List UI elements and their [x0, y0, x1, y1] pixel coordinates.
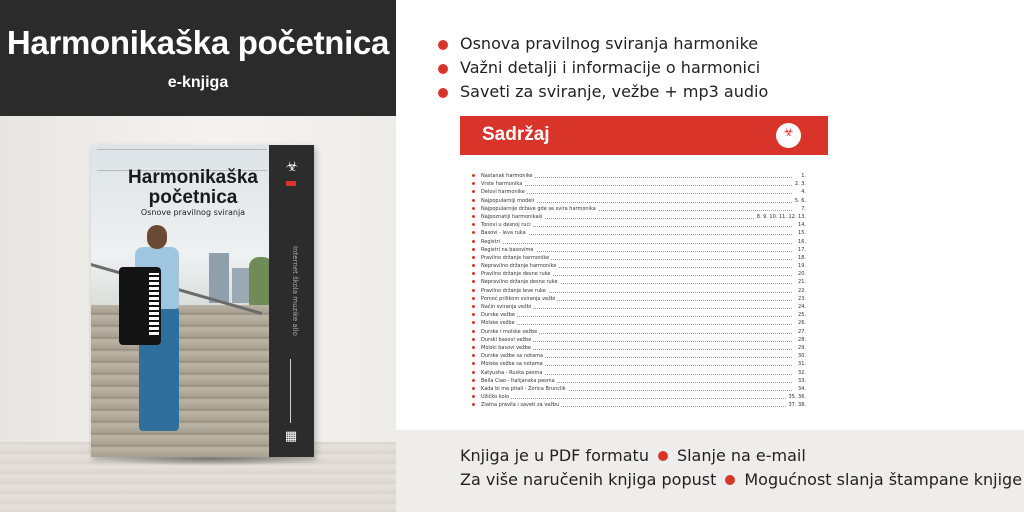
- bullet-icon: [472, 280, 475, 283]
- toc-item-page: 22.: [798, 287, 806, 294]
- toc-row: [472, 197, 806, 205]
- toc-item-page: 32.: [798, 369, 806, 376]
- bullet-icon: [472, 395, 475, 398]
- bullet-icon: [472, 248, 475, 251]
- spine-accent: [286, 181, 296, 186]
- info-text: Knjiga je u PDF formatu: [460, 446, 649, 465]
- bullet-icon: [472, 182, 475, 185]
- feature-text: Osnova pravilnog sviranja harmonike: [460, 34, 759, 53]
- toc-row: [472, 393, 806, 401]
- bullet-icon: [472, 313, 475, 316]
- toc-row: [472, 278, 806, 286]
- toc-item-page: 27.: [798, 328, 806, 335]
- bullet-icon: [472, 199, 475, 202]
- toc-item-page: 34.: [798, 385, 806, 392]
- bullet-icon: [472, 264, 475, 267]
- dot-leader: [481, 193, 792, 194]
- toc-row: [472, 254, 806, 262]
- toc-row: [472, 369, 806, 377]
- bullet-icon: [472, 174, 475, 177]
- toc-row: [472, 262, 806, 270]
- accordionist-head: [147, 225, 167, 249]
- toc-item-title: Durski basovi vežbe: [481, 336, 532, 343]
- toc-item-page: 29.: [798, 344, 806, 351]
- toc-row: [472, 221, 806, 229]
- toc-row: [472, 336, 806, 344]
- table-of-contents: [460, 116, 828, 426]
- dot-leader: [481, 316, 792, 317]
- toc-logo: [776, 123, 801, 148]
- toc-header: [460, 116, 828, 155]
- bullet-icon: [472, 371, 475, 374]
- toc-item-title: Zlatna pravila i saveti za vežbu: [481, 402, 560, 409]
- toc-row: [472, 172, 806, 180]
- toc-row: [472, 287, 806, 295]
- toc-item-title: Registri: [481, 238, 500, 245]
- bullet-icon: [472, 223, 475, 226]
- accordion-keys: [149, 273, 159, 335]
- bullet-icon: [472, 297, 475, 300]
- toc-item-title: Molski basovi vežbe: [481, 344, 531, 351]
- toc-item-page: 14.: [798, 222, 806, 229]
- toc-item-title: Najpopularnije države gde se svira harmonika: [481, 205, 596, 212]
- bullet-icon: [472, 256, 475, 259]
- toc-item-title: Vrste harmonika: [481, 181, 523, 188]
- info-text: Slanje na e-mail: [676, 446, 806, 465]
- bullet-icon: [472, 321, 475, 324]
- toc-item-title: Delovi harmonike: [481, 189, 525, 196]
- book-cover: [91, 145, 269, 457]
- title-banner: [0, 0, 396, 116]
- toc-item-title: Kada bi me pitali - Zorica Brunclik: [481, 385, 566, 392]
- dot-leader: [481, 324, 792, 325]
- bullet-icon: [725, 475, 735, 485]
- toc-item-page: 16.: [798, 238, 806, 245]
- bullet-icon: [472, 240, 475, 243]
- toc-item-title: Katyusha - Ruska pesma: [481, 369, 543, 376]
- dot-leader: [481, 185, 792, 186]
- toc-item-page: 30.: [798, 353, 806, 360]
- book-spine: [269, 145, 314, 457]
- toc-item-title: Tonovi u desnoj ruci: [481, 222, 531, 229]
- toc-row: [472, 213, 806, 221]
- bullet-icon: [472, 305, 475, 308]
- toc-row: [472, 188, 806, 196]
- toc-item-page: 2. 3.: [794, 181, 806, 188]
- toc-item-page: 31.: [798, 361, 806, 368]
- info-text: Za više naručenih knjiga popust: [460, 470, 717, 489]
- dot-leader: [481, 243, 792, 244]
- feature-text: Saveti za sviranje, vežbe + mp3 audio: [460, 82, 769, 101]
- left-panel: [0, 0, 396, 512]
- toc-item-title: Molske vežbe: [481, 320, 515, 327]
- toc-row: [472, 352, 806, 360]
- bullet-icon: [472, 379, 475, 382]
- toc-row: [472, 385, 806, 393]
- toc-item-page: 20.: [798, 271, 806, 278]
- toc-row: [472, 311, 806, 319]
- toc-row: [472, 295, 806, 303]
- toc-list: [472, 172, 806, 409]
- toc-item-title: Način sviranja vežbi: [481, 304, 532, 310]
- toc-item-page: 35. 36.: [788, 394, 806, 401]
- toc-row: [472, 270, 806, 278]
- bullet-icon: [472, 289, 475, 292]
- toc-item-page: 18.: [798, 254, 806, 261]
- cover-title-line2: početnica: [148, 187, 238, 208]
- bullet-icon: [472, 231, 475, 234]
- dot-leader: [481, 398, 792, 399]
- toc-item-title: Nepravilno držanje harmonike: [481, 263, 557, 270]
- bullet-icon: [472, 387, 475, 390]
- toc-item-title: Pravilno držanje desne ruke: [481, 271, 551, 278]
- bullet-icon: [472, 272, 475, 275]
- bullet-icon: [472, 207, 475, 210]
- toc-item-page: 15.: [798, 230, 806, 237]
- toc-item-page: 23.: [798, 295, 806, 302]
- toc-item-title: Bella Ciao - Italijanska pesma: [481, 377, 555, 384]
- toc-row: [472, 303, 806, 311]
- publisher-mark-icon: ▦: [284, 429, 298, 444]
- bullet-icon: [472, 215, 475, 218]
- toc-item-page: 8. 9. 10. 11. 12. 13.: [756, 213, 806, 220]
- toc-item-title: Molske vežbe sa notama: [481, 361, 543, 368]
- toc-row: [472, 246, 806, 254]
- toc-row: [472, 238, 806, 246]
- bullet-icon: [472, 190, 475, 193]
- toc-item-title: Nepravilno držanje desne ruke: [481, 279, 558, 286]
- toc-item-page: 1.: [801, 173, 806, 179]
- toc-row: [472, 377, 806, 385]
- bullet-icon: [472, 403, 475, 406]
- toc-row: [472, 360, 806, 368]
- info-footer: [396, 430, 1024, 512]
- toc-item-title: Nastanak harmonike: [481, 173, 533, 179]
- toc-row: [472, 344, 806, 352]
- bullet-icon: [472, 354, 475, 357]
- toc-item-title: Pomoć prilikom sviranja vežbi: [481, 295, 556, 302]
- cover-title-line1: Harmonikaška: [128, 167, 258, 188]
- bullet-icon: [438, 88, 448, 98]
- toc-item-title: Durske vežbe sa notama: [481, 353, 544, 360]
- info-line-1: [460, 446, 806, 465]
- toc-row: [472, 180, 806, 188]
- school-logo-icon: ☣: [285, 159, 299, 175]
- info-line-2: [460, 470, 1022, 489]
- toc-item-title: Najpopularniji modeli: [481, 197, 535, 204]
- book-mockup: [91, 145, 314, 457]
- bullet-icon: [472, 338, 475, 341]
- toc-row: [472, 319, 806, 327]
- toc-item-page: 19.: [798, 263, 806, 270]
- building-image: [209, 253, 229, 303]
- toc-item-title: Užičko kolo: [481, 394, 510, 401]
- toc-item-page: 24.: [798, 304, 806, 310]
- trees-image: [249, 257, 269, 309]
- bullet-icon: [438, 64, 448, 74]
- toc-item-title: Durske vežbe: [481, 312, 515, 319]
- spine-label: [291, 235, 299, 355]
- toc-item-page: 26.: [798, 320, 806, 327]
- bullet-icon: [658, 451, 668, 461]
- toc-item-title: Najpoznatiji harmonikaši: [481, 213, 543, 220]
- toc-row: [472, 229, 806, 237]
- toc-item-page: 37. 38.: [788, 402, 806, 409]
- toc-item-page: 17.: [798, 246, 806, 253]
- toc-item-title: Pravilno držanje leve ruke: [481, 287, 546, 294]
- spine-divider: [290, 359, 291, 423]
- toc-item-page: 33.: [798, 377, 806, 384]
- bullet-icon: [472, 362, 475, 365]
- bullet-icon: [472, 346, 475, 349]
- page-subtitle: e-knjiga: [167, 74, 229, 91]
- stairs-image: [91, 305, 269, 457]
- toc-item-page: 21.: [798, 279, 806, 286]
- cover-subtitle: Osnove pravilnog sviranja: [140, 208, 246, 217]
- toc-row: [472, 401, 806, 409]
- toc-row: [472, 205, 806, 213]
- toc-item-title: Pravilno držanje harmonike: [481, 254, 550, 261]
- toc-item-title: Registri na basovime: [481, 246, 534, 253]
- cover-title: [118, 168, 268, 208]
- school-logo-icon: ☣: [783, 125, 794, 139]
- toc-item-page: 28.: [798, 336, 806, 343]
- toc-item-page: 4.: [801, 189, 806, 196]
- toc-row: [472, 328, 806, 336]
- feature-text: Važni detalji i informacije o harmonici: [460, 58, 761, 77]
- toc-item-page: 5. 6.: [794, 197, 806, 204]
- bullet-icon: [472, 330, 475, 333]
- toc-title: Sadržaj: [482, 124, 550, 145]
- toc-item-title: Durske i molske vežbe: [481, 328, 538, 335]
- toc-item-title: Basovi - leva ruka: [481, 230, 526, 237]
- page-title: Harmonikaška početnica: [6, 24, 390, 61]
- toc-item-page: 7.: [801, 205, 806, 212]
- spine-text: Internet škola muzike allo: [291, 246, 299, 336]
- bullet-icon: [438, 40, 448, 50]
- toc-item-page: 25.: [798, 312, 806, 319]
- info-text: Mogućnost slanja štampane knjige: [744, 470, 1023, 489]
